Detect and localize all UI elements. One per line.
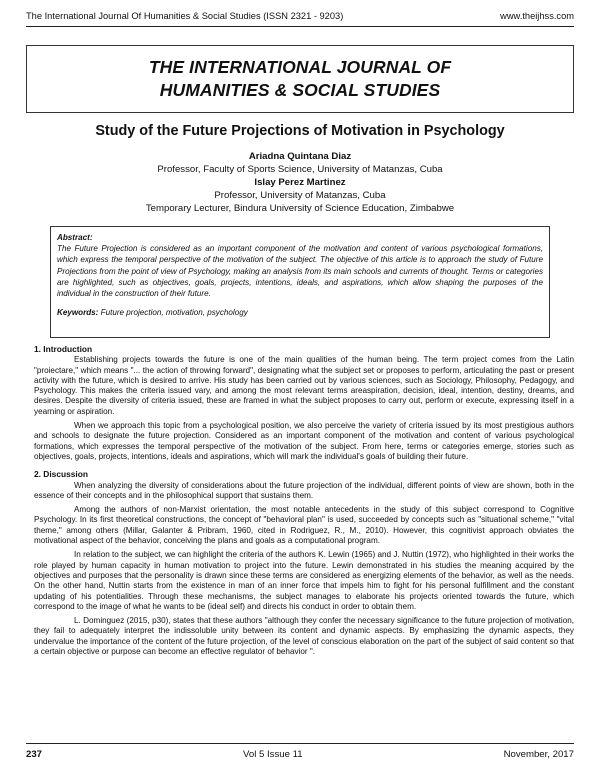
- author-block: [26, 150, 574, 215]
- author-affiliation: Professor, Faculty of Sports Science, University of Matanzas, Cuba: [157, 164, 443, 175]
- journal-masthead: [26, 45, 574, 113]
- page-number: 237: [26, 748, 43, 760]
- author-affiliation: Professor, University of Matanzas, Cuba: [214, 190, 386, 201]
- keywords-line: [57, 307, 543, 318]
- masthead-line-1: THE INTERNATIONAL JOURNAL OF: [148, 57, 452, 77]
- paper-title: Study of the Future Projections of Motivation in Psychology: [95, 123, 505, 139]
- footer-rule: [26, 743, 574, 744]
- body-paragraph: In relation to the subject, we can highlight the criteria of the authors K. Lewin (1965) and J. Nuttin (1972), who highlighted in their works the role played by human capacity in human motivation to project into the future. Lewin demonstrated in his studies the meaning acquired by the objectives and purposes that the personality is drawn since these terms are considered as energizing elements of the behavior, as well as the needs. On the other hand, Nuttin starts from the existence in man of an inner force that impels him to fight for his personal fulfillment and the constant updating of his potentialities. Through these mechanisms, the subject manages to elaborate his projects oriented towards the future, which correspond to the image of what he wants to be (ideal self) and directs his conduct in order to obtain them.: [34, 550, 574, 611]
- volume-issue: Vol 5 Issue 11: [243, 748, 303, 760]
- abstract-text: The Future Projection is considered as an important component of the motivation and content of various psychological formations, which express the temporal perspective of the motivation of the subject. The objective of this article is to approach the study of Future Projections from the point of view of Psychology, making an analysis from its main schools and currents of thought. Terms or categories are highlighted, such as objectives, goals, projects, intentions, ideals, and aspirations, which allow shaping the purposes of the individual in the construction of their future.: [57, 244, 543, 299]
- journal-running-title: The International Journal Of Humanities & Social Studies (ISSN 2321 - 9203): [26, 11, 344, 21]
- body-paragraph: Among the authors of non-Marxist orientation, the most notable antecedents in the study of this subject correspond to Cognitive Psychology. In its first theoretical constructions, the concept of "behavioral plan" is used, succeeded by concepts such as "situational scheme," "vital theme," among others (Millar, Galanter & Pribram, 1960, cited in Rodriguez, R., M., 2010). However, this cognitivist approach obviates the motivational aspect of the behavior, conceiving the plans and goals as a computational program.: [34, 505, 574, 546]
- body-paragraph: When analyzing the diversity of considerations about the future projection of the individual, different points of view are shown, both in the essence of their concepts and in the philosophical support that sustains them.: [34, 480, 574, 500]
- publication-date: November, 2017: [503, 748, 574, 760]
- page-footer: [26, 746, 574, 762]
- abstract-heading: Abstract:: [57, 233, 93, 242]
- journal-url[interactable]: www.theijhss.com: [500, 11, 574, 21]
- author-affiliation: Temporary Lecturer, Bindura University of Science Education, Zimbabwe: [145, 203, 455, 214]
- running-head: [26, 8, 574, 24]
- header-rule: [26, 26, 574, 27]
- author-name: Islay Perez Martinez: [254, 177, 346, 188]
- author-name: Ariadna Quintana Diaz: [248, 151, 352, 162]
- abstract-box: [50, 226, 550, 338]
- keywords-text: Future projection, motivation, psychology: [100, 308, 248, 318]
- section-heading-discussion: 2. Discussion: [34, 469, 88, 480]
- masthead-line-2: HUMANITIES & SOCIAL STUDIES: [159, 80, 441, 100]
- section-heading-introduction: 1. Introduction: [34, 344, 93, 354]
- keywords-label: Keywords:: [57, 308, 99, 318]
- body-paragraph: L. Dominguez (2015, p30), states that these authors "although they confer the necessary significance to the future projection of motivation, they fail to adequately interpret the indissoluble unity between its content and dynamic aspects. By emphasizing the dynamic aspects, they undervalue the importance of the content of the future projection, of the level of conscious elaboration on the part of the subject of said content so that a certain objective or purpose can become an effective regulator of behavior ".: [34, 616, 574, 657]
- article-body: [34, 344, 574, 661]
- body-paragraph: Establishing projects towards the future is one of the main qualities of the human being. The term project comes from the Latin "proiectare," which means "... the action of throwing forward", designating what the subject set or proposes to perform, articulating the past or present activity with the future, which is desired to arrive. His study has been carried out by various sciences, such as Sociology, Philosophy, Pedagogy, and Psychology. This makes the criteria issued vary, and among the most relevant terms areaspiration, decision, ideal, intention, destiny, dreams, and desires. Despite the diversity of criteria issued, these are framed in what the subject proposes to carry out, perform or execute, expressing itself in a yearning or aspiration.: [34, 355, 574, 416]
- body-paragraph: When we approach this topic from a psychological position, we also perceive the variety of criteria issued by its most prestigious authors and schools to designate the future projection. Considered as an important component of the motivation and content of various psychological formations, which expresses the temporal perspective of the motivation of the subject. From here, terms or categories emerge, stories such as objectives, goals, projects, intentions, ideals and aspirations, which will mark the individual's goals of building their future.: [34, 421, 574, 461]
